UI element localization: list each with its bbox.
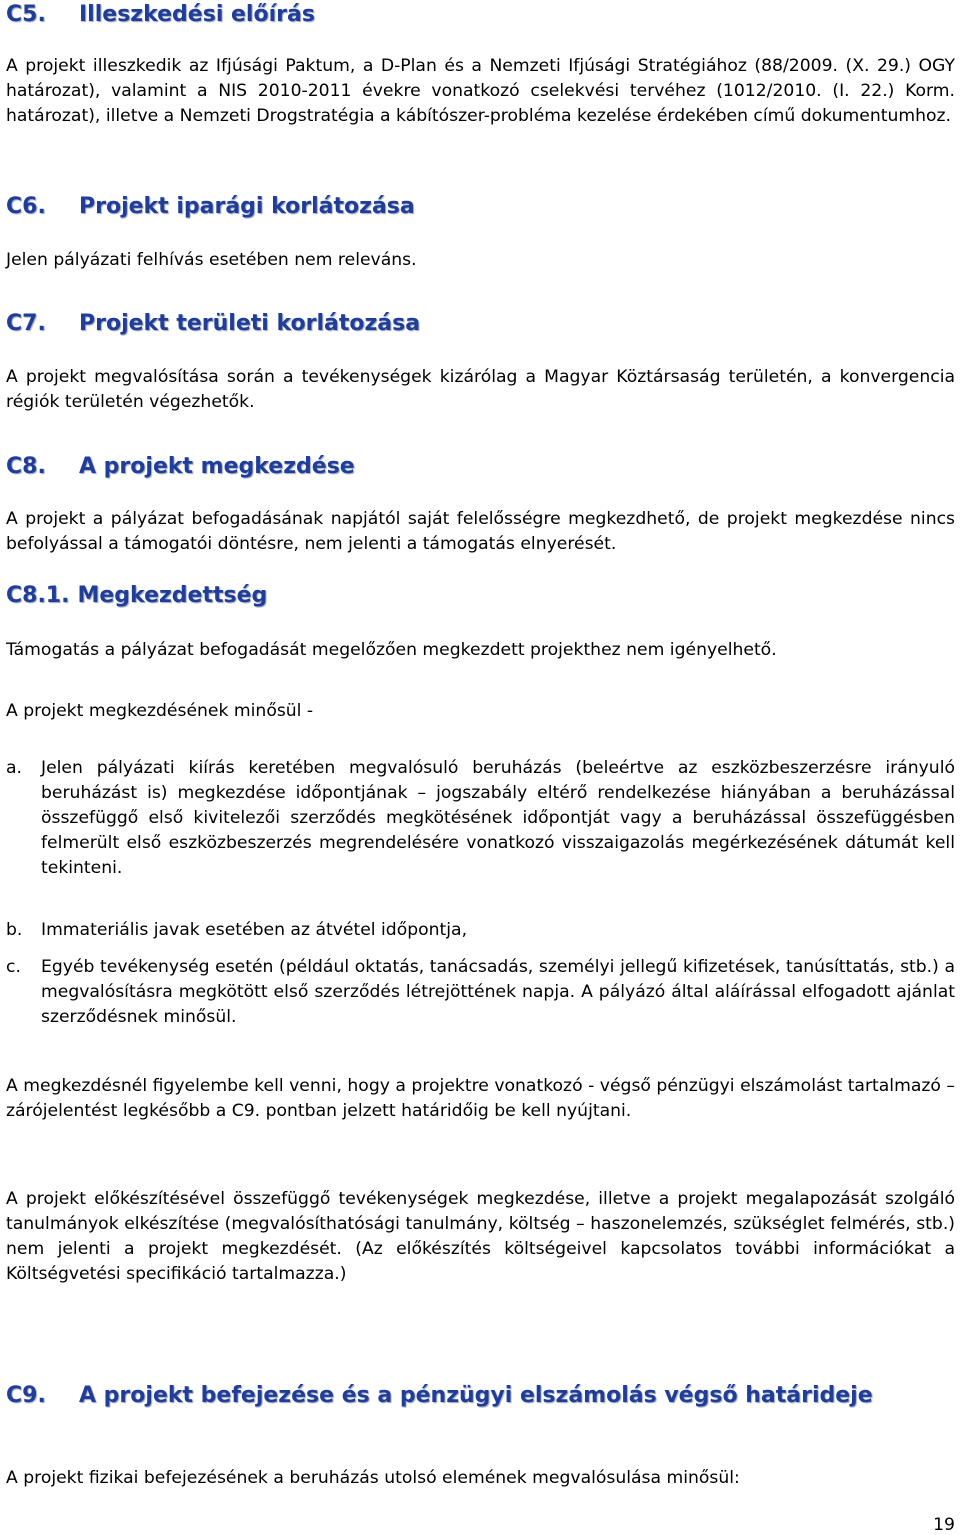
section-number: C6. <box>6 194 46 219</box>
list-item-text: Immateriális javak esetében az átvétel időpontja, <box>41 920 468 940</box>
list-item-text: Jelen pályázati kiírás keretében megvalósuló beruházás (beleértve az eszközbeszerzésre irányuló beruházást is) megkezdése időpontjának – jogszabály eltérő rendelkezése hiányában a beruházással összefüggő első kivitelezői szerződés megkötésének időpontját vagy a beruházással összefüggésben felmerült első eszközbeszerzés megrendelésére vonatkozó visszaigazolás megérkezésének dátumát kell tekinteni. <box>41 758 955 878</box>
section-number: C9. <box>6 1383 46 1408</box>
section-title: Illeszkedési előírás <box>79 2 315 27</box>
paragraph-c6: Jelen pályázati felhívás esetében nem releváns. <box>6 250 417 270</box>
list-marker: b. <box>6 920 23 940</box>
section-heading-c9 <box>6 1382 955 1410</box>
paragraph-c8-1: Támogatás a pályázat befogadását megelőzően megkezdett projekthez nem igényelhető. <box>6 640 777 660</box>
paragraph-c8-1-note-1: A megkezdésnél figyelembe kell venni, hogy a projektre vonatkozó - végső pénzügyi elszámolást tartalmazó – zárójelentést legkésőbb a C9. pontban jelzett határidőig be kell nyújtani. <box>6 1076 955 1121</box>
section-title: A projekt megkezdése <box>79 454 355 479</box>
section-heading-c5 <box>6 1 955 29</box>
list-item-a <box>6 756 955 881</box>
list-item-text: Egyéb tevékenység esetén (például oktatás, tanácsadás, személyi jellegű kifizetések, tanúsíttatás, stb.) a megvalósításra megkötött első szerződés létrejöttének napja. A pályázó által aláírással elfogadott ajánlat szerződésnek minősül. <box>41 957 955 1027</box>
paragraph-c7: A projekt megvalósítása során a tevékenységek kizárólag a Magyar Köztársaság területén, a konvergencia régiók területén végezhetők. <box>6 367 955 412</box>
page-number: 19 <box>933 1515 955 1535</box>
list-marker: a. <box>6 758 22 778</box>
paragraph-c5: A projekt illeszkedik az Ifjúsági Paktum, a D-Plan és a Nemzeti Ifjúsági Stratégiához (88/2009. (X. 29.) OGY határozat), valamint a NIS 2010-2011 évekre vonatkozó cselekvési tervéhez (1012/2010. (I. 22.) Korm. határozat), illetve a Nemzeti Drogstratégia a kábítószer-probléma kezelése érdekében című dokumentumhoz. <box>6 56 955 126</box>
section-heading-c8-1 <box>6 582 955 610</box>
section-title: Megkezdettség <box>77 583 268 608</box>
section-heading-c7 <box>6 310 955 338</box>
paragraph-c8-1-note-2: A projekt előkészítésével összefüggő tevékenységek megkezdése, illetve a projekt megalapozását szolgáló tanulmányok elkészítése (megvalósíthatósági tanulmány, költség – haszonelemzés, szükséglet felmérés, stb.) nem jelenti a projekt megkezdését. (Az előkészítés költségeivel kapcsolatos további információkat a Költségvetési specifikáció tartalmazza.) <box>6 1189 955 1284</box>
list-marker: c. <box>6 957 21 977</box>
list-item-b <box>6 918 955 943</box>
section-number: C7. <box>6 311 46 336</box>
section-title: Projekt iparági korlátozása <box>79 194 415 219</box>
paragraph-c9: A projekt fizikai befejezésének a beruházás utolsó elemének megvalósulása minősül: <box>6 1468 740 1488</box>
section-heading-c8 <box>6 453 955 481</box>
section-number: C8. <box>6 454 46 479</box>
section-title: Projekt területi korlátozása <box>79 311 421 336</box>
paragraph-c8: A projekt a pályázat befogadásának napjától saját felelősségre megkezdhető, de projekt megkezdése nincs befolyással a támogatói döntésre, nem jelenti a támogatás elnyerését. <box>6 509 955 554</box>
section-title: A projekt befejezése és a pénzügyi elszámolás végső határideje <box>79 1383 873 1408</box>
list-item-c <box>6 955 955 1030</box>
paragraph-c8-1-intro: A projekt megkezdésének minősül - <box>6 701 314 721</box>
section-number: C5. <box>6 2 46 27</box>
section-heading-c6 <box>6 193 955 221</box>
section-number: C8.1. <box>6 583 70 608</box>
